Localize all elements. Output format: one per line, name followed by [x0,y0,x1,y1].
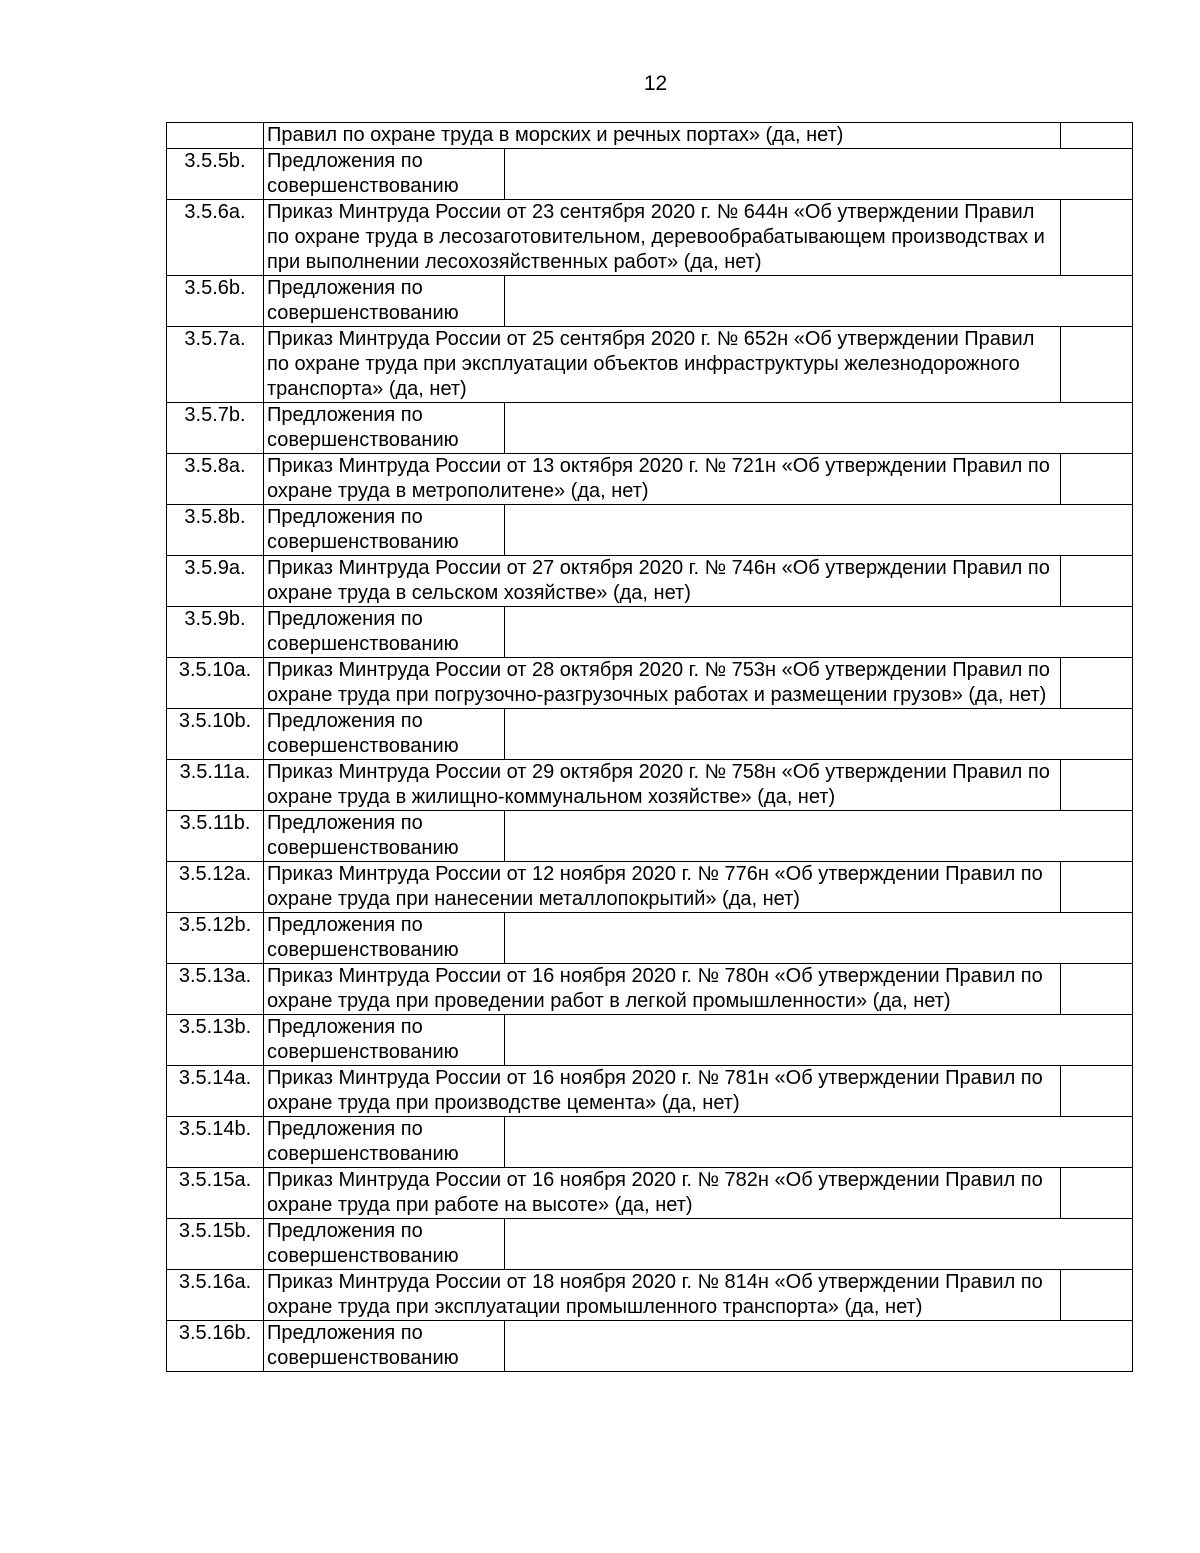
proposal-answer-cell[interactable] [505,913,1133,964]
proposal-row [167,1015,1133,1066]
question-text: Приказ Минтруда России от 18 ноября 2020 г. № 814н «Об утверждении Правил по охране труда при эксплуатации промышленного транспорта» (да, нет) [264,1270,1061,1321]
proposal-answer-cell[interactable] [505,149,1133,200]
proposal-row [167,1321,1133,1372]
proposal-label: Предложения по совершенствованию [264,403,505,454]
proposal-label: Предложения по совершенствованию [264,607,505,658]
item-number: 3.5.16b. [167,1321,264,1372]
question-text: Приказ Минтруда России от 27 октября 2020 г. № 746н «Об утверждении Правил по охране труда в сельском хозяйстве» (да, нет) [264,556,1061,607]
item-number: 3.5.10b. [167,709,264,760]
proposal-row [167,149,1133,200]
answer-cell[interactable] [1061,123,1133,149]
proposal-label: Предложения по совершенствованию [264,276,505,327]
proposal-answer-cell[interactable] [505,1015,1133,1066]
answer-cell[interactable] [1061,200,1133,276]
proposal-label: Предложения по совершенствованию [264,811,505,862]
item-number: 3.5.16a. [167,1270,264,1321]
item-number: 3.5.6b. [167,276,264,327]
question-row [167,454,1133,505]
item-number: 3.5.15b. [167,1219,264,1270]
proposal-row [167,607,1133,658]
question-row [167,760,1133,811]
answer-cell[interactable] [1061,760,1133,811]
item-number: 3.5.15a. [167,1168,264,1219]
item-number: 3.5.5b. [167,149,264,200]
question-row [167,658,1133,709]
item-number: 3.5.8a. [167,454,264,505]
proposal-label: Предложения по совершенствованию [264,149,505,200]
proposal-label: Предложения по совершенствованию [264,709,505,760]
proposal-row [167,403,1133,454]
answer-cell[interactable] [1061,1168,1133,1219]
proposal-answer-cell[interactable] [505,276,1133,327]
proposal-answer-cell[interactable] [505,1219,1133,1270]
question-text: Приказ Минтруда России от 29 октября 2020 г. № 758н «Об утверждении Правил по охране труда в жилищно-коммунальном хозяйстве» (да, нет) [264,760,1061,811]
question-text: Приказ Минтруда России от 13 октября 2020 г. № 721н «Об утверждении Правил по охране труда в метрополитене» (да, нет) [264,454,1061,505]
proposal-row [167,276,1133,327]
proposal-answer-cell[interactable] [505,1321,1133,1372]
question-row [167,862,1133,913]
item-number: 3.5.9b. [167,607,264,658]
item-number: 3.5.11a. [167,760,264,811]
question-row [167,1270,1133,1321]
question-text: Приказ Минтруда России от 23 сентября 2020 г. № 644н «Об утверждении Правил по охране труда в лесозаготовительном, деревообрабатывающем производствах и при выполнении лесохозяйственных работ» (да, нет) [264,200,1061,276]
question-row [167,1066,1133,1117]
item-number: 3.5.8b. [167,505,264,556]
item-number: 3.5.12b. [167,913,264,964]
question-text: Приказ Минтруда России от 25 сентября 2020 г. № 652н «Об утверждении Правил по охране труда при эксплуатации объектов инфраструктуры железнодорожного транспорта» (да, нет) [264,327,1061,403]
question-text: Приказ Минтруда России от 16 ноября 2020 г. № 781н «Об утверждении Правил по охране труда при производстве цемента» (да, нет) [264,1066,1061,1117]
question-text: Правил по охране труда в морских и речных портах» (да, нет) [264,123,1061,149]
proposal-row [167,811,1133,862]
question-row [167,1168,1133,1219]
answer-cell[interactable] [1061,454,1133,505]
item-number: 3.5.6a. [167,200,264,276]
item-number: 3.5.7a. [167,327,264,403]
item-number: 3.5.12a. [167,862,264,913]
item-number [167,123,264,149]
proposal-label: Предложения по совершенствованию [264,1219,505,1270]
proposal-answer-cell[interactable] [505,1117,1133,1168]
answer-cell[interactable] [1061,327,1133,403]
item-number: 3.5.7b. [167,403,264,454]
item-number: 3.5.10a. [167,658,264,709]
answer-cell[interactable] [1061,658,1133,709]
proposal-label: Предложения по совершенствованию [264,1117,505,1168]
proposal-answer-cell[interactable] [505,607,1133,658]
question-row [167,200,1133,276]
page-number: 12 [643,72,668,95]
question-row [167,123,1133,149]
question-row [167,964,1133,1015]
proposal-label: Предложения по совершенствованию [264,913,505,964]
proposal-row [167,913,1133,964]
answer-cell[interactable] [1061,1066,1133,1117]
item-number: 3.5.11b. [167,811,264,862]
item-number: 3.5.9a. [167,556,264,607]
proposal-label: Предложения по совершенствованию [264,505,505,556]
item-number: 3.5.14b. [167,1117,264,1168]
proposal-answer-cell[interactable] [505,505,1133,556]
proposal-label: Предложения по совершенствованию [264,1321,505,1372]
item-number: 3.5.13a. [167,964,264,1015]
question-text: Приказ Минтруда России от 28 октября 2020 г. № 753н «Об утверждении Правил по охране труда при погрузочно-разгрузочных работах и размещении грузов» (да, нет) [264,658,1061,709]
proposal-row [167,1219,1133,1270]
question-text: Приказ Минтруда России от 12 ноября 2020 г. № 776н «Об утверждении Правил по охране труда при нанесении металлопокрытий» (да, нет) [264,862,1061,913]
answer-cell[interactable] [1061,862,1133,913]
proposal-answer-cell[interactable] [505,811,1133,862]
answer-cell[interactable] [1061,556,1133,607]
proposal-label: Предложения по совершенствованию [264,1015,505,1066]
item-number: 3.5.13b. [167,1015,264,1066]
proposal-row [167,709,1133,760]
questionnaire-table [166,122,1133,1372]
question-text: Приказ Минтруда России от 16 ноября 2020 г. № 782н «Об утверждении Правил по охране труда при работе на высоте» (да, нет) [264,1168,1061,1219]
question-row [167,556,1133,607]
answer-cell[interactable] [1061,1270,1133,1321]
proposal-row [167,505,1133,556]
answer-cell[interactable] [1061,964,1133,1015]
proposal-answer-cell[interactable] [505,403,1133,454]
item-number: 3.5.14a. [167,1066,264,1117]
proposal-row [167,1117,1133,1168]
question-row [167,327,1133,403]
question-text: Приказ Минтруда России от 16 ноября 2020 г. № 780н «Об утверждении Правил по охране труда при проведении работ в легкой промышленности» (да, нет) [264,964,1061,1015]
proposal-answer-cell[interactable] [505,709,1133,760]
